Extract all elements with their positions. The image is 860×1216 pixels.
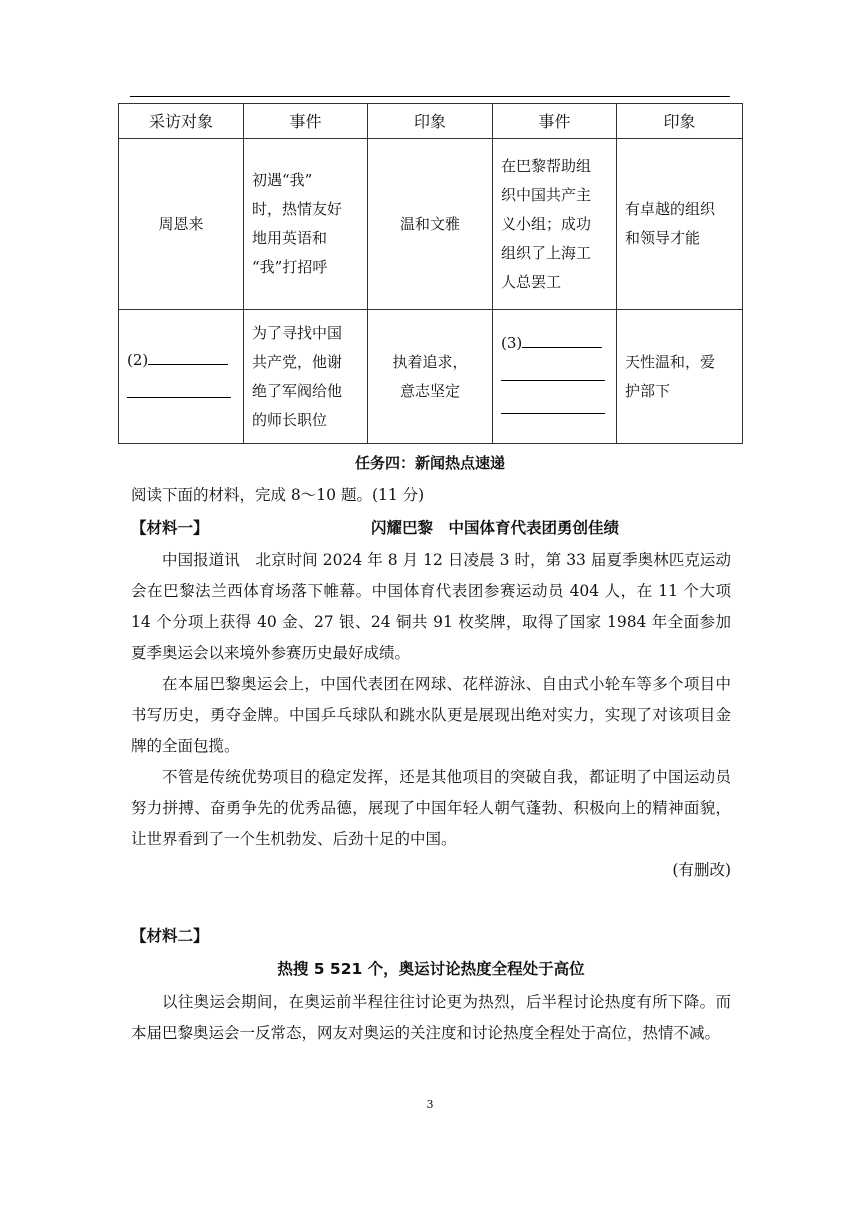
blank-line bbox=[501, 380, 605, 381]
cell-line: 意志坚定 bbox=[399, 381, 460, 400]
table-header-row bbox=[119, 104, 743, 139]
instruction: 阅读下面的材料，完成 8～10 题。(11 分) bbox=[131, 486, 425, 504]
table-row bbox=[119, 310, 743, 444]
cell-line: 组织了上海工 bbox=[501, 243, 592, 262]
cell-line: 的师长职位 bbox=[252, 410, 328, 429]
page-number: 3 bbox=[426, 1098, 434, 1111]
header-cell: 采访对象 bbox=[119, 104, 244, 139]
cell-line: 共产党，他谢 bbox=[252, 352, 343, 371]
cell-line: 有卓越的组织 bbox=[625, 200, 716, 218]
event-cell bbox=[244, 310, 368, 444]
news-lead: 中国报道讯 bbox=[162, 551, 240, 569]
person-cell: 周恩来 bbox=[119, 139, 244, 310]
cell-line: 义小组；成功 bbox=[501, 214, 592, 233]
paragraph: 不管是传统优势项目的稳定发挥，还是其他项目的突破自我，都证明了中国运动员努力拼搏、奋勇争先的优秀品德，展现了中国年轻人朝气蓬勃、积极向上的精神面貌，让世界看到了一个生机勃发、后劲十足的中国。 bbox=[131, 768, 731, 848]
answer-blank-3[interactable] bbox=[493, 310, 617, 444]
material1-title: 闪耀巴黎 中国体育代表团勇创佳绩 bbox=[371, 519, 620, 537]
top-rule bbox=[130, 96, 730, 97]
event-cell bbox=[493, 139, 617, 310]
cell-line: 地用英语和 bbox=[252, 229, 328, 247]
cell-line: 和领导才能 bbox=[625, 229, 701, 247]
cell-line: 织中国共产主 bbox=[501, 185, 592, 204]
paragraph-text: 北京时间 2024 年 8 月 12 日凌晨 3 时，第 33 届夏季奥林匹克运动会在巴黎法兰西体育场落下帷幕。中国体育代表团参赛运动员 404 人，在 11 个大项 14 个分项上获得 40 金、27 银、24 铜共 91 枚奖牌，取得了国家 1984 年全面参加夏季奥运会以来境外参赛历史最好成绩。 bbox=[131, 551, 731, 662]
material2-body bbox=[131, 987, 731, 1049]
cell-line: 护部下 bbox=[625, 381, 671, 400]
header-cell: 事件 bbox=[244, 104, 368, 139]
paragraph bbox=[131, 545, 731, 669]
blank-line bbox=[148, 364, 228, 365]
blank-label: (3) bbox=[501, 334, 523, 352]
answer-blank-2[interactable] bbox=[119, 310, 244, 444]
material2-label-text: 【材料二】 bbox=[131, 927, 209, 945]
blank-line bbox=[522, 347, 602, 348]
material2-label bbox=[131, 921, 731, 952]
cell-line: 为了寻找中国 bbox=[252, 323, 343, 342]
impression-cell: 温和文雅 bbox=[368, 139, 493, 310]
header-cell: 印象 bbox=[368, 104, 493, 139]
material2-title: 热搜 5 521 个，奥运讨论热度全程处于高位 bbox=[277, 960, 585, 978]
cell-line: 人总罢工 bbox=[501, 272, 562, 291]
cell-line: 时，热情友好 bbox=[252, 200, 343, 218]
blank-line bbox=[127, 397, 231, 398]
paragraph: 在本届巴黎奥运会上，中国代表团在网球、花样游泳、自由式小轮车等多个项目中书写历史，勇夺金牌。中国乒乓球队和跳水队更是展现出绝对实力，实现了对该项目金牌的全面包揽。 bbox=[131, 675, 731, 755]
source-note: (有删改) bbox=[672, 861, 731, 879]
interview-table bbox=[118, 103, 743, 444]
header-cell: 印象 bbox=[617, 104, 743, 139]
cell-line: 天性温和，爱 bbox=[625, 352, 716, 371]
impression-cell bbox=[368, 310, 493, 444]
material1-body bbox=[131, 545, 731, 886]
paragraph: 以往奥运会期间，在奥运前半程往往讨论更为热烈，后半程讨论热度有所下降。而本届巴黎奥运会一反常态，网友对奥运的关注度和讨论热度全程处于高位，热情不减。 bbox=[131, 993, 731, 1042]
impression-cell bbox=[617, 139, 743, 310]
cell-line: “我”打招呼 bbox=[252, 258, 328, 276]
task-title: 任务四：新闻热点速递 bbox=[354, 454, 505, 472]
impression-cell bbox=[617, 310, 743, 444]
material1-heading-row bbox=[131, 513, 731, 544]
material1-label: 【材料一】 bbox=[131, 519, 209, 537]
cell-line: 执着追求， bbox=[392, 352, 468, 371]
table-row bbox=[119, 139, 743, 310]
blank-label: (2) bbox=[127, 350, 149, 369]
cell-line: 绝了军阀给他 bbox=[252, 381, 343, 400]
header-cell: 事件 bbox=[493, 104, 617, 139]
cell-line: 初遇“我” bbox=[252, 171, 313, 189]
blank-line bbox=[501, 413, 605, 414]
cell-line: 在巴黎帮助组 bbox=[501, 156, 592, 175]
event-cell bbox=[244, 139, 368, 310]
